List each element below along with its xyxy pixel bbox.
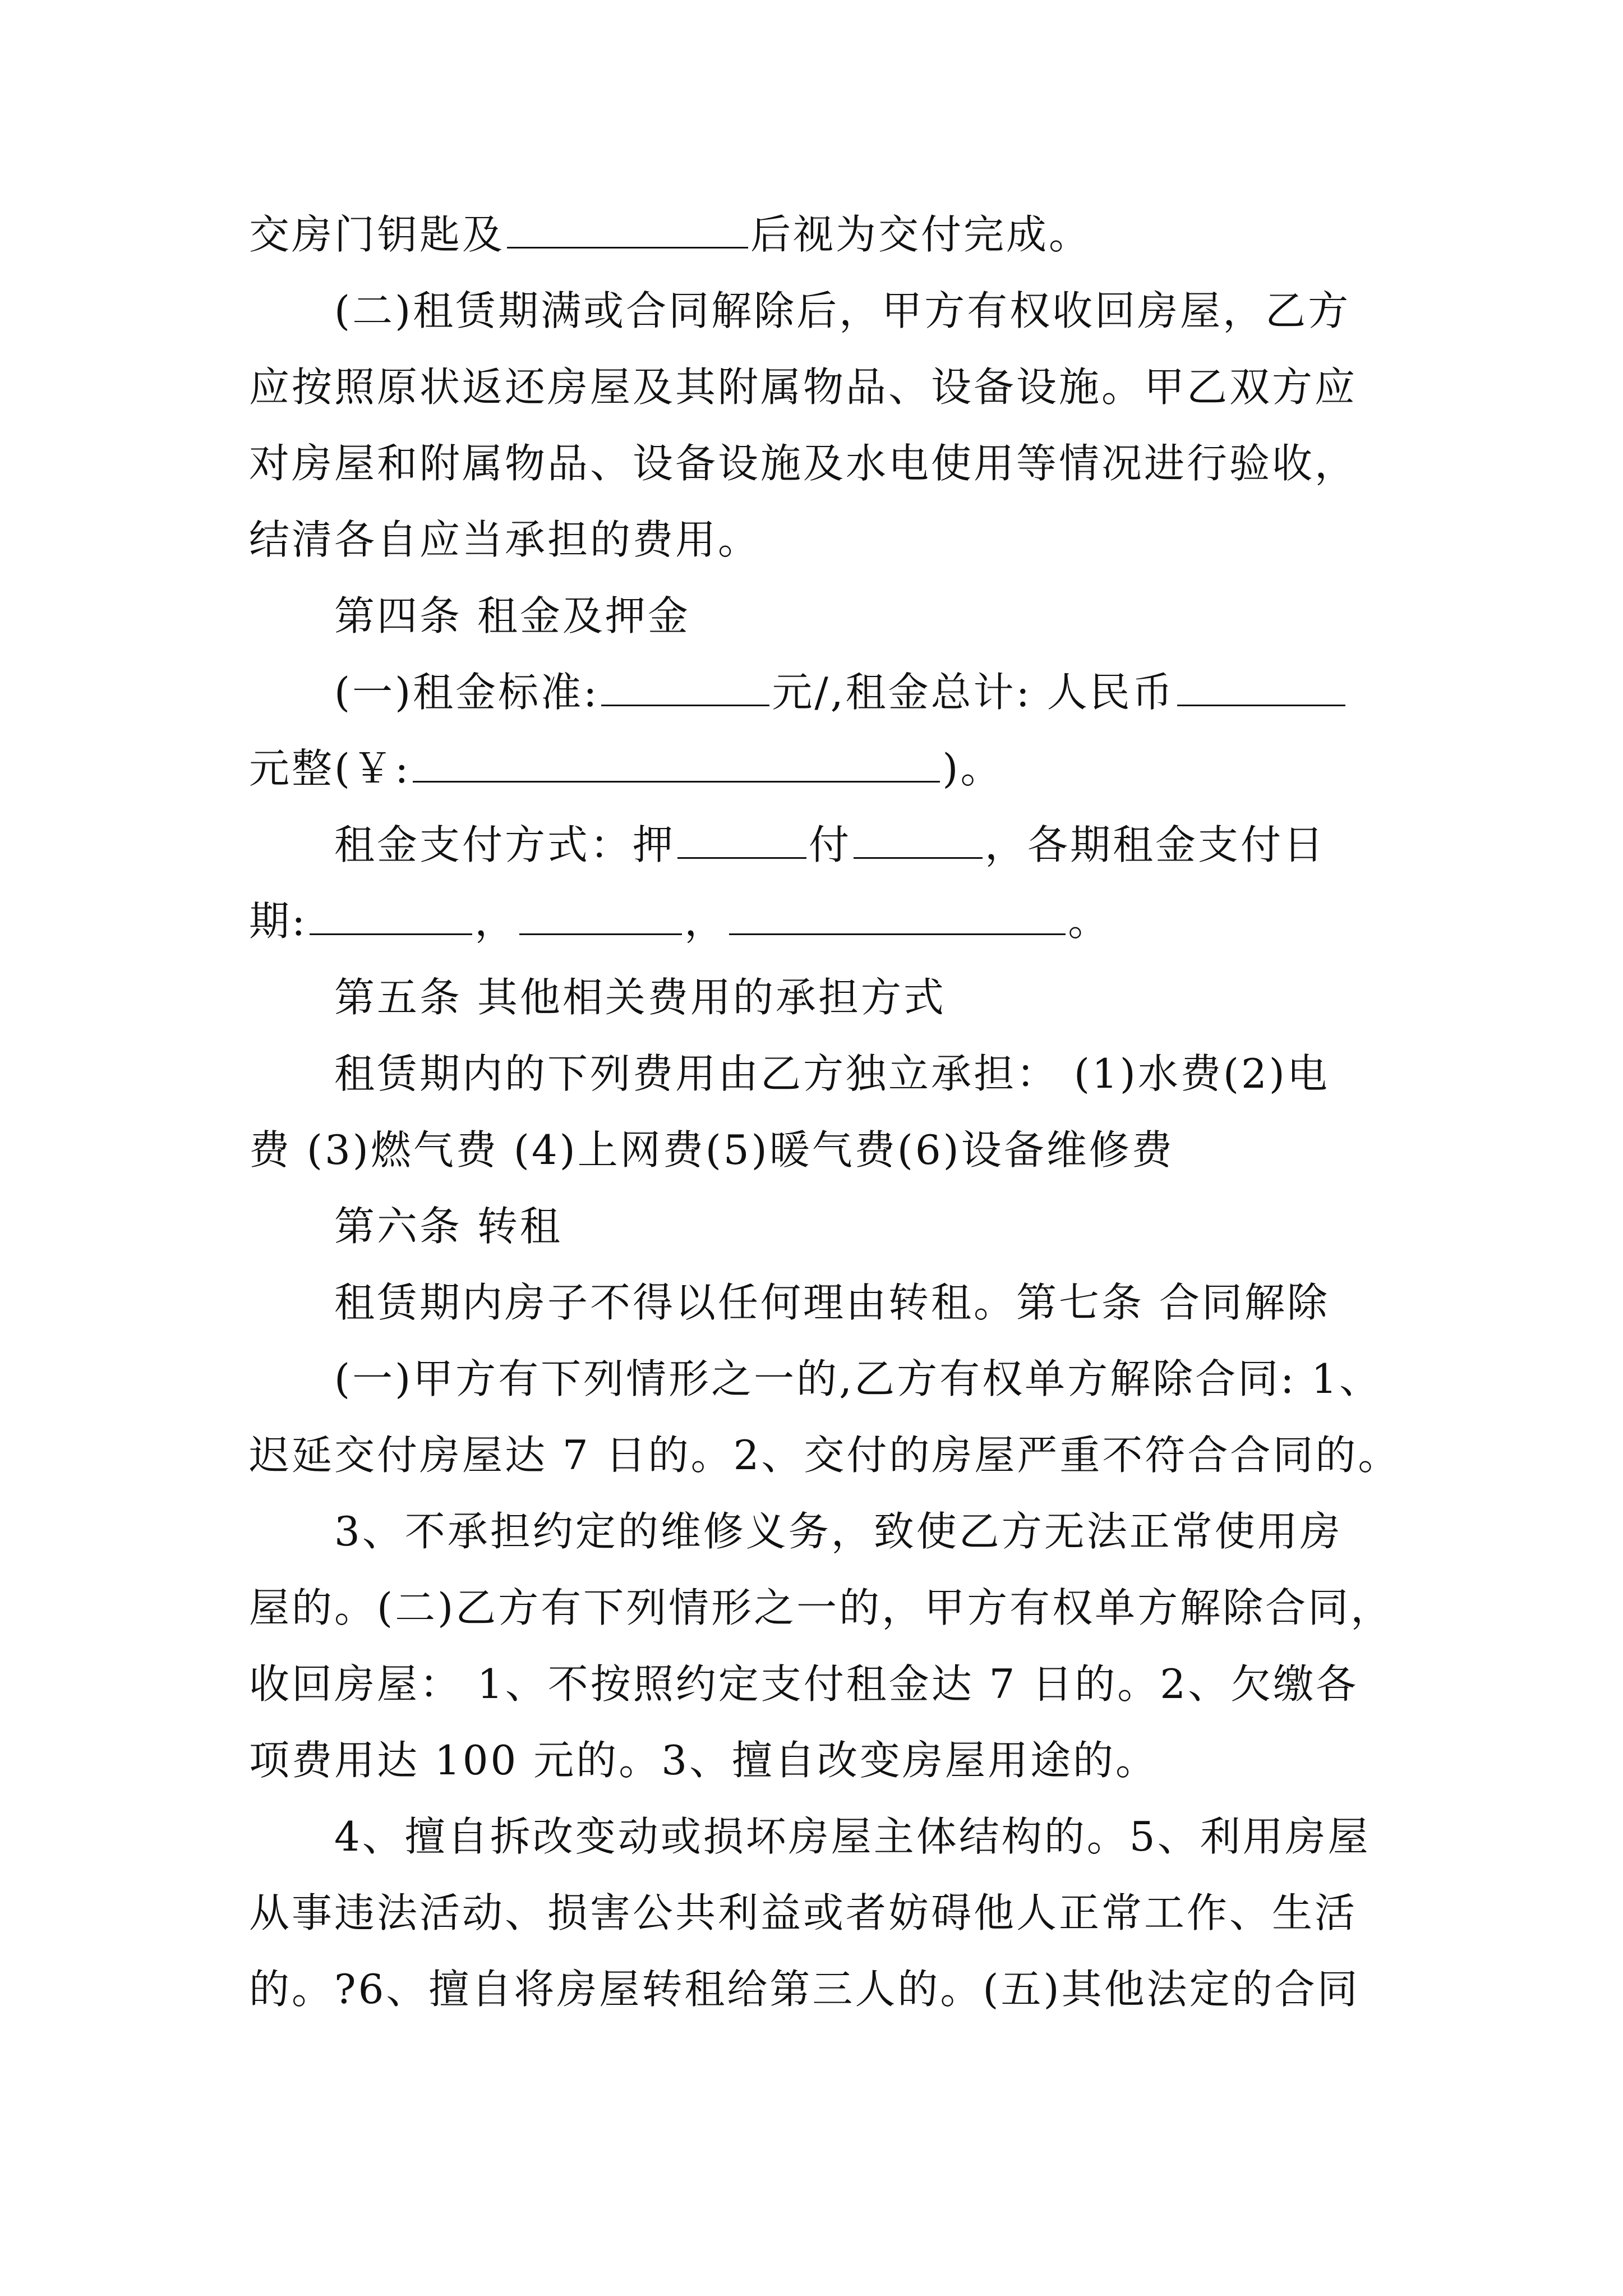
line-9 bbox=[249, 807, 1427, 883]
line-9-part-c: ，各期租金支付日 bbox=[985, 821, 1326, 868]
line-1-part-b: 后视为交付完成。 bbox=[750, 211, 1092, 258]
line-17: 迟延交付房屋达 7 日的。2、交付的房屋严重不符合合同的。 bbox=[249, 1432, 1401, 1479]
line-10-part-a: 期: bbox=[249, 898, 308, 945]
line-4: 对房屋和附属物品、设备设施及水电使用等情况进行验收， bbox=[249, 440, 1358, 487]
line-10-part-b: ， bbox=[474, 898, 518, 945]
line-8-part-b: )。 bbox=[942, 745, 1003, 792]
fill-blank-key-handover[interactable] bbox=[507, 213, 748, 249]
line-10 bbox=[249, 883, 1427, 959]
article-4-heading: 第四条 租金及押金 bbox=[334, 592, 690, 639]
line-8 bbox=[249, 730, 1427, 807]
line-16: (一)甲方有下列情形之一的,乙方有权单方解除合同: 1、 bbox=[334, 1355, 1382, 1402]
line-9-part-a: 租金支付方式：押 bbox=[334, 821, 676, 868]
line-10-part-c: ， bbox=[684, 898, 727, 945]
line-15: 租赁期内房子不得以任何理由转租。第七条 合同解除 bbox=[334, 1279, 1330, 1326]
article-6-heading: 第六条 转租 bbox=[334, 1203, 562, 1250]
line-20: 收回房屋： 1、不按照约定支付租金达 7 日的。2、欠缴各 bbox=[249, 1660, 1359, 1708]
fill-blank-payment-date-1[interactable] bbox=[310, 900, 472, 935]
line-8-part-a: 元整(￥: bbox=[249, 745, 411, 792]
line-5: 结清各自应当承担的费用。 bbox=[249, 516, 761, 563]
fill-blank-rent-standard[interactable] bbox=[601, 671, 769, 706]
line-9-part-b: 付 bbox=[809, 821, 852, 868]
line-19: 屋的。(二)乙方有下列情形之一的，甲方有权单方解除合同， bbox=[249, 1584, 1394, 1631]
line-22: 4、擅自拆改变动或损坏房屋主体结构的。5、利用房屋 bbox=[334, 1813, 1371, 1860]
fill-blank-deposit[interactable] bbox=[677, 823, 806, 859]
line-12: 租赁期内的下列费用由乙方独立承担： (1)水费(2)电 bbox=[334, 1050, 1330, 1097]
line-1 bbox=[249, 196, 1427, 273]
line-23: 从事违法活动、损害公共利益或者妨碍他人正常工作、生活 bbox=[249, 1889, 1358, 1936]
line-7-part-a: (一)租金标准: bbox=[334, 669, 600, 716]
article-5-heading: 第五条 其他相关费用的承担方式 bbox=[334, 974, 946, 1021]
fill-blank-payment-date-3[interactable] bbox=[729, 900, 1066, 935]
line-7-part-b: 元/,租金总计: 人民币 bbox=[772, 669, 1175, 716]
line-7 bbox=[249, 654, 1427, 730]
fill-blank-payment-date-2[interactable] bbox=[519, 900, 682, 935]
line-24: 的。?6、擅自将房屋转租给第三人的。(五)其他法定的合同 bbox=[249, 1966, 1360, 2013]
line-1-part-a: 交房门钥匙及 bbox=[249, 211, 505, 258]
fill-blank-rent-total[interactable] bbox=[1177, 671, 1345, 706]
line-21: 项费用达 100 元的。3、擅自改变房屋用途的。 bbox=[249, 1737, 1159, 1784]
fill-blank-rent-amount-numeric[interactable] bbox=[413, 747, 940, 783]
line-3: 应按照原状返还房屋及其附属物品、设备设施。甲乙双方应 bbox=[249, 364, 1358, 411]
contract-text bbox=[249, 196, 1427, 2027]
line-10-part-d: 。 bbox=[1068, 898, 1111, 945]
line-2: (二)租赁期满或合同解除后，甲方有权收回房屋，乙方 bbox=[334, 287, 1351, 334]
line-13: 费 (3)燃气费 (4)上网费(5)暖气费(6)设备维修费 bbox=[249, 1126, 1174, 1174]
line-18: 3、不承担约定的维修义务，致使乙方无法正常使用房 bbox=[334, 1508, 1343, 1555]
fill-blank-payment[interactable] bbox=[854, 823, 983, 859]
